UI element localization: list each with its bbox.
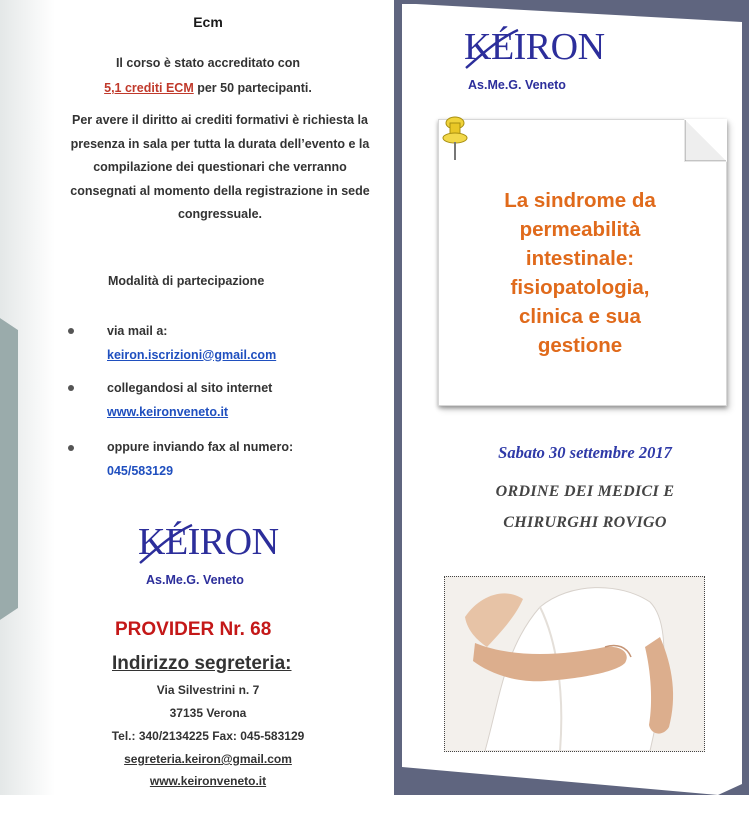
ecm-credits-line: [48, 81, 368, 95]
participation-item-fax: [107, 436, 293, 483]
photo-illustration: [445, 577, 704, 751]
logo-subtitle: As.Me.G. Veneto: [468, 78, 566, 92]
participation-item-website: [107, 377, 272, 424]
ecm-accreditation-line: Il corso è stato accreditato con: [115, 56, 301, 70]
participation-heading: Modalità di partecipazione: [108, 274, 265, 288]
participation-fax-number: 045/583129: [107, 463, 174, 478]
title-line: intestinale:: [525, 247, 635, 270]
participation-website-label: collegandosi al sito internet: [107, 381, 273, 395]
abdominal-pain-photo: [444, 576, 705, 752]
title-line: gestione: [537, 334, 623, 357]
pushpin-icon: [438, 114, 472, 164]
participation-email-link[interactable]: keiron.iscrizioni@gmail.com: [107, 347, 277, 362]
event-date: Sabato 30 settembre 2017: [498, 443, 672, 462]
bullet-icon: [68, 445, 74, 451]
note-fold-shadow: [685, 120, 726, 161]
secretariat-street: Via Silvestrini n. 7: [156, 683, 260, 697]
title-line: permeabilità: [519, 218, 641, 241]
title-line: clinica e sua: [519, 305, 641, 328]
bullet-icon: [68, 328, 74, 334]
secretariat-phone: Tel.: 340/2134225 Fax: 045-583129: [111, 729, 305, 743]
ecm-requirements-paragraph: Per avere il diritto ai crediti formativi è richiesta la presenza in sala per tutta la durata dell’evento e la compilazione dei questionari che verranno consegnati al momento della registrazione in sede congressuale.: [70, 113, 370, 221]
ecm-participants-text: per 50 partecipanti.: [193, 81, 312, 95]
keiron-logo-left: [136, 521, 279, 591]
provider-number: PROVIDER Nr. 68: [115, 619, 272, 640]
bullet-icon: [68, 385, 74, 391]
ecm-heading: Ecm: [193, 14, 223, 30]
secretariat-heading: Indirizzo segreteria:: [112, 653, 292, 674]
logo-subtitle: As.Me.G. Veneto: [146, 573, 244, 587]
event-title: [470, 186, 690, 360]
event-venue-line-1: ORDINE DEI MEDICI E: [495, 483, 675, 500]
participation-fax-label: oppure inviando fax al numero:: [107, 440, 294, 454]
logo-wordmark: KÉIRON: [138, 521, 279, 563]
secretariat-city: 37135 Verona: [169, 706, 247, 720]
participation-email-label: via mail a:: [107, 324, 168, 338]
secretariat-email-link[interactable]: segreteria.keiron@gmail.com: [124, 752, 292, 766]
logo-wordmark: KÉIRON: [464, 26, 605, 68]
title-line: fisiopatologia,: [510, 276, 650, 299]
ecm-credits-link[interactable]: 5,1 crediti ECM: [104, 81, 194, 95]
event-venue-line-2: CHIRURGHI ROVIGO: [503, 514, 667, 531]
keiron-logo-right: [462, 26, 605, 96]
title-line: La sindrome da: [504, 189, 656, 212]
participation-website-link[interactable]: www.keironveneto.it: [107, 404, 229, 419]
secretariat-website-link[interactable]: www.keironveneto.it: [149, 774, 267, 788]
participation-item-email: [107, 320, 276, 367]
